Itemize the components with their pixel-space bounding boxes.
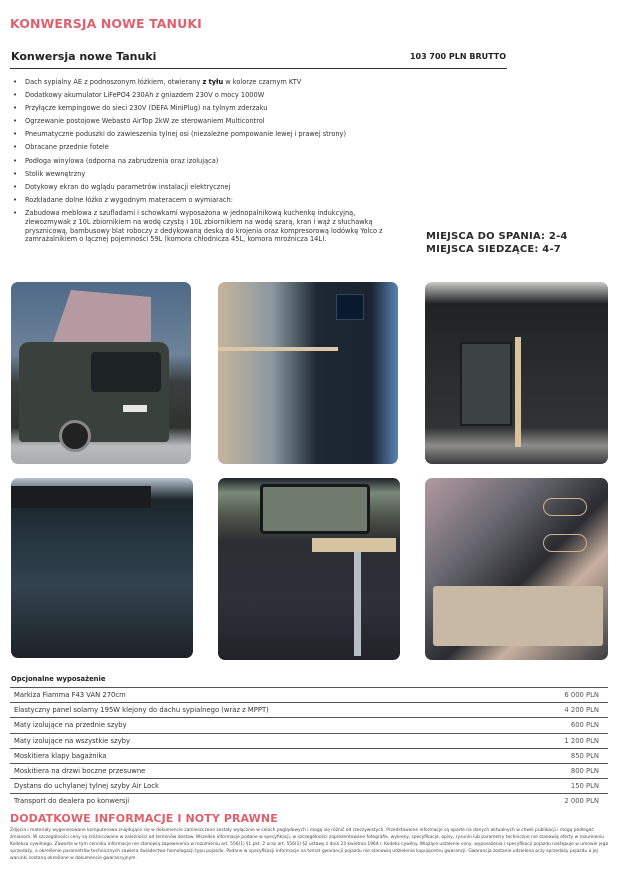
feature-item: • Rozkładane dolne łóżko z wygodnym materacem o wymiarach: [13,196,398,205]
table-leg [354,552,361,656]
wooden-frame [515,337,521,447]
table-row: Markiza Fiamma F43 VAN 270cm 6 000 PLN [10,687,608,702]
photo-exterior-rear [11,282,191,464]
feature-list [13,78,398,248]
product-price: 103 700 PLN BRUTTO [409,52,506,61]
optional-equipment-table [10,687,608,809]
feature-item: • Podłoga winylowa (odporna na zabrudzenia oraz izolująca) [13,157,398,166]
legal-text: Zdjęcia i materiały wygenerowane komputerowo znajdujące się w dokumencie zamieszczone zostały wyłącznie w celach poglądowych i mogą się różnić od rzeczywistych. Przedstawione informacje są oparte na danych aktualnych w chwili publikacji i mogą podlegać zmianom. W szczególności ceny są zróżnicowane w zależności od terminów dostaw. Wszelkie informacje podane w specyfikacji, w szczególności zaprezentowane fotografie, wykresy, specyfikacje, opisy, rysunki lub parametry techniczne nie stanowią oferty w rozumieniu Kodeksu cywilnego. Zawarte w tym cenniku informacje nie stanowią zapewnienia w rozumieniu art. 556(1) §1 pkt. 2 oraz art. 556(1) §2 ustawy z dnia 23 kwietnia 1964 r. Kodeks cywilny. Wiążące ustalenie ceny, wyposażenia i specyfikacji pojazdu następuje w umowie jego sprzedaży, a określenie parametrów technicznych zawiera świadectwo homologacji typu pojazdu. Podane w specyfikacji informacje na temat gwarancji pojazdu nie stanowią udzielenia kupującemu gwarancji. Gwarancja zostanie udzielona przy sprzedaży pojazdu a jej warunki zostaną określone w dokumencie gwarancyjnym. [10,828,609,861]
fridge [460,342,512,426]
table-row: Moskitiera klapy bagażnika 850 PLN [10,748,608,763]
photo-interior-fridge [425,282,608,464]
page-title: KONWERSJA NOWE TANUKI [10,16,202,31]
storage-slot [543,498,587,516]
seating-capacity: MIEJSCA SIEDZĄCE: 4-7 [426,244,561,255]
side-window [260,484,370,534]
pop-up-roof [51,290,151,348]
table-row: Elastyczny panel solarny 195W klejony do dachu sypialnego (wraz z MPPT) 4 200 PLN [10,702,608,717]
rear-window [91,352,161,392]
feature-item: • Pneumatyczne poduszki do zawieszenia tylnej osi (niezależne pompowanie lewej i prawej strony) [13,130,398,139]
header-divider [10,68,507,69]
feature-item: • Ogrzewanie postojowe Webasto AirTop 2kW ze sterowaniem Multicontrol [13,117,398,126]
counter-edge [218,347,338,351]
feature-item: • Stolik wewnętrzny [13,170,398,179]
photo-awning [11,478,193,658]
sleeping-capacity: MIEJSCA DO SPANIA: 2-4 [426,231,568,242]
photo-interior-kitchen [218,282,398,464]
table-row: Maty izolujące na przednie szyby 600 PLN [10,717,608,732]
legal-title: DODATKOWE INFORMACJE I NOTY PRAWNE [10,812,278,825]
wheel [59,420,91,452]
license-plate [123,405,147,412]
table-row: Maty izolujące na wszystkie szyby 1 200 PLN [10,733,608,748]
feature-item: • Przyłącze kempingowe do sieci 230V (DEFA MiniPlug) na tylnym zderzaku [13,104,398,113]
table-row: Moskitiera na drzwi boczne przesuwne 800 PLN [10,763,608,778]
feature-item: • Dodatkowy akumulator LiFePO4 230Ah z gniazdem 230V o mocy 1000W [13,91,398,100]
photo-countertop [425,478,608,660]
table-row: Transport do dealera po konwersji 2 000 PLN [10,793,608,808]
control-screen [336,294,364,320]
feature-item: • Obracane przednie fotele [13,143,398,152]
product-name: Konwersja nowe Tanuki [11,50,157,63]
feature-item: • Dach sypialny AE z podnoszonym łóżkiem, otwierany z tyłu w kolorze czarnym KTV [13,78,398,87]
table-top [312,538,396,552]
feature-item: • Dotykowy ekran do wglądu parametrów instalacji elektrycznej [13,183,398,192]
storage-slot [543,534,587,552]
table-row: Dystans do uchylanej tylnej szyby Air Lock 150 PLN [10,778,608,793]
photo-seats-table [218,478,400,660]
awning [11,486,151,508]
feature-item: • Zabudowa meblowa z szufladami i schowkami wyposażona w jednopalnikową kuchenkę indukcyjną, zlewozmywak z 10L zbiornikiem na wodę czystą i 10L zbiornikiem na wodę szarą, kran i wąż z słuchawką prysznicową, bambusowy blat roboczy z dedykowaną deską do krojenia oraz kompresorową lodówkę Yolco z zamrażalnikiem o łącznej pojemności 59L (komora chłodnicza 45L, komora mroźnicza 14L). [13,209,398,244]
countertop [433,586,603,646]
optional-equipment-title: Opcjonalne wyposażenie [11,675,106,683]
